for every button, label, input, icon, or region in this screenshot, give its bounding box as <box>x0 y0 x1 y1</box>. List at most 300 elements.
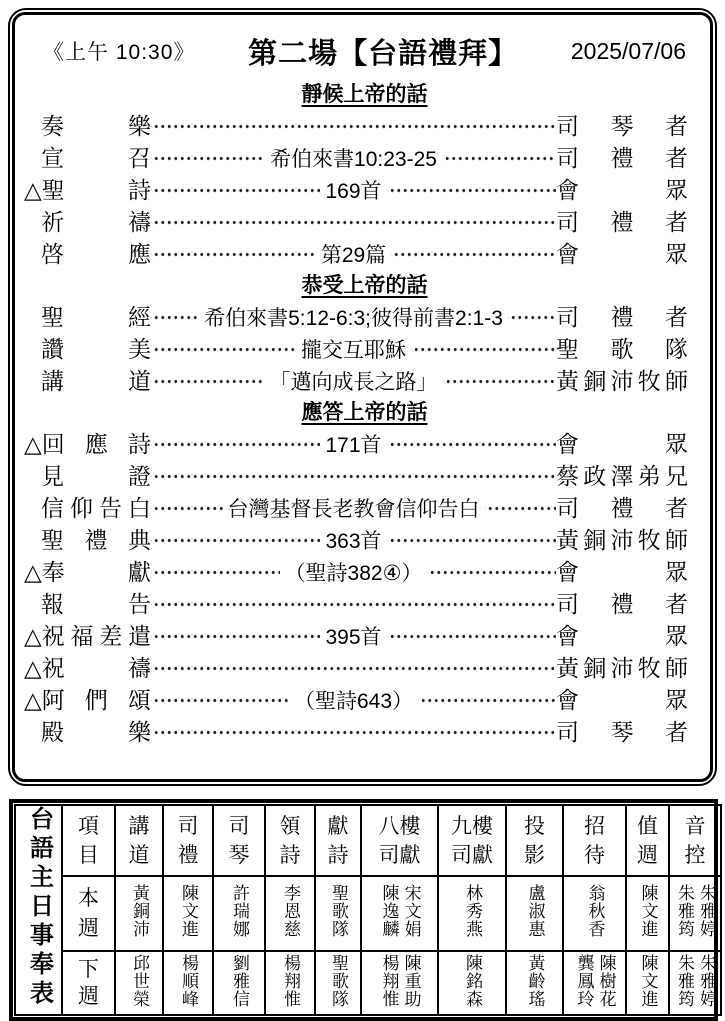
duty-name: 翁秋香 <box>585 884 605 939</box>
duty-name: 林秀燕 <box>463 884 483 939</box>
duty-name: 陳銘森 <box>463 953 483 1008</box>
item-label-char: 讚 <box>41 335 64 362</box>
dotted-leader <box>151 588 556 620</box>
item-assignee-char: 禮 <box>610 144 634 171</box>
duty-name: 聖歌隊 <box>329 884 349 939</box>
duty-name: 陳逸麟 <box>379 884 399 939</box>
item-assignee-char: 沛 <box>610 367 634 394</box>
item-assignee-char: 者 <box>665 208 688 235</box>
item-assignee-char: 弟 <box>637 462 661 489</box>
duty-cell <box>213 876 265 951</box>
duty-cell <box>626 876 669 951</box>
duty-cell <box>315 876 361 951</box>
item-detail: 希伯來書5:12-6:3;彼得前書2:1-3 <box>204 307 503 330</box>
item-label-char: 獻 <box>128 558 151 585</box>
header-line: 招 <box>584 814 605 838</box>
week-label <box>62 876 115 951</box>
week-label-text <box>63 954 114 1013</box>
duty-names <box>461 884 483 938</box>
item-assignee-char: 師 <box>665 654 688 681</box>
header-line: 司獻 <box>378 843 421 867</box>
duty-name: 邱世榮 <box>130 953 150 1008</box>
item-label-char: 典 <box>128 526 151 553</box>
item-assignee-char: 者 <box>665 494 688 521</box>
column-header <box>62 805 115 876</box>
item-label <box>41 112 151 139</box>
item-assignee-char: 會 <box>556 240 580 267</box>
dotted-leader <box>151 365 265 397</box>
duty-cell <box>361 951 438 1015</box>
item-assignee-char: 牧 <box>637 367 661 394</box>
program-row <box>24 652 688 684</box>
column-header-text <box>214 808 264 874</box>
column-header-text <box>439 808 505 874</box>
duty-names <box>279 884 301 938</box>
duty-names <box>177 884 199 938</box>
item-assignee-char: 司 <box>556 112 579 139</box>
item-assignee-char: 司 <box>556 144 579 171</box>
item-assignee-char: 會 <box>556 558 579 585</box>
item-detail: 395首 <box>325 626 382 649</box>
duty-grid <box>14 804 722 1016</box>
column-header <box>163 805 213 876</box>
program-frame <box>8 8 717 786</box>
duty-name: 聖歌隊 <box>329 953 349 1008</box>
item-assignee <box>556 367 688 394</box>
section-heading <box>41 79 688 110</box>
table-title: 台語主日事奉表 <box>25 806 53 1009</box>
item-assignee-char: 眾 <box>665 240 689 267</box>
header-line: 週 <box>637 843 658 867</box>
item-label-char: 禱 <box>128 654 151 681</box>
week-label-line: 下 <box>78 958 99 982</box>
dotted-leader <box>151 174 320 206</box>
item-label <box>24 686 151 713</box>
section-heading-text: 恭受上帝的話 <box>301 274 428 297</box>
item-detail: 363首 <box>325 530 382 553</box>
duty-cell <box>669 876 721 951</box>
dotted-leader <box>151 524 320 556</box>
item-assignee-char: 琴 <box>610 718 634 745</box>
program-row <box>24 174 689 206</box>
item-label <box>24 176 151 203</box>
item-label <box>41 526 151 553</box>
column-header-text <box>316 808 360 874</box>
duty-names <box>177 954 199 1008</box>
item-label-char: 詩 <box>128 176 151 203</box>
item-label-char: 應 <box>128 240 151 267</box>
program-row <box>41 333 688 365</box>
item-label-char: 禱 <box>128 208 151 235</box>
duty-name: 李恩慈 <box>281 884 301 939</box>
header-line: 八樓 <box>378 814 421 838</box>
column-header <box>438 805 506 876</box>
item-label-char: 美 <box>128 335 151 362</box>
item-label-char: 祈 <box>41 208 64 235</box>
column-header-text <box>116 808 162 874</box>
header-line: 司 <box>228 814 250 838</box>
item-assignee-char: 者 <box>665 718 688 745</box>
item-label-char: 應 <box>84 430 108 457</box>
dotted-leader <box>151 206 556 238</box>
program-row <box>41 206 688 238</box>
duty-name: 楊翔惟 <box>379 953 399 1008</box>
item-assignee-char: 師 <box>665 367 688 394</box>
dotted-leader <box>151 716 556 748</box>
dotted-leader <box>151 460 556 492</box>
item-label <box>41 303 151 330</box>
dotted-leader <box>443 365 557 397</box>
dotted-leader <box>387 524 556 556</box>
item-assignee <box>556 430 689 457</box>
duty-names <box>523 884 545 938</box>
duty-names <box>279 954 301 1008</box>
item-assignee-char: 師 <box>665 526 689 553</box>
item-label-char: 頌 <box>127 686 151 713</box>
item-assignee-char: 牧 <box>637 654 661 681</box>
item-label-char: △祝 <box>24 654 65 681</box>
duty-names <box>128 954 150 1008</box>
duty-table <box>9 799 718 1021</box>
dotted-leader <box>151 333 296 365</box>
column-header <box>265 805 315 876</box>
dotted-leader <box>151 238 316 270</box>
item-label-char: 殿 <box>41 718 64 745</box>
column-header <box>626 805 669 876</box>
header-line: 項 <box>78 814 99 838</box>
duty-name: 楊翔惟 <box>281 953 301 1008</box>
item-detail: 第29篇 <box>320 244 387 267</box>
header-line: 待 <box>584 843 605 867</box>
header-line: 影 <box>524 843 545 867</box>
header-line: 講 <box>128 814 150 838</box>
dotted-leader <box>387 620 556 652</box>
duty-names <box>461 954 483 1008</box>
duty-names <box>636 954 658 1008</box>
duty-row <box>15 951 721 1015</box>
duty-name: 劉雅信 <box>230 953 250 1008</box>
duty-names <box>523 954 545 1008</box>
item-assignee-char: 司 <box>556 590 579 617</box>
week-label <box>62 951 115 1015</box>
dotted-leader <box>442 142 556 174</box>
column-header <box>506 805 563 876</box>
duty-name: 陳文進 <box>638 884 658 939</box>
duty-name: 陳樹花 <box>596 953 616 1008</box>
duty-cell <box>213 951 265 1015</box>
item-detail: 169首 <box>325 180 382 203</box>
duty-name: 朱雅筠 <box>675 884 694 939</box>
header-line: 詩 <box>279 843 301 867</box>
program-row <box>41 492 688 524</box>
item-label-char: 報 <box>41 590 64 617</box>
duty-cell <box>115 951 163 1015</box>
duty-name: 陳文進 <box>638 953 658 1008</box>
program-row <box>24 684 689 716</box>
item-assignee-char: 銅 <box>583 367 607 394</box>
item-assignee-char: 司 <box>556 718 579 745</box>
item-label-char: 道 <box>128 367 151 394</box>
program-row <box>24 556 688 588</box>
duty-cell <box>563 876 626 951</box>
item-label <box>24 654 151 681</box>
item-assignee <box>556 718 688 745</box>
item-label-char: △阿 <box>24 686 65 713</box>
item-assignee-char: 會 <box>556 176 580 203</box>
item-assignee <box>556 303 689 330</box>
service-time: 《上午 10:30》 <box>43 41 196 64</box>
page-title: 第二場【台語禮拜】 <box>248 37 519 70</box>
item-label-char: 奏 <box>41 112 64 139</box>
program-row <box>41 460 688 492</box>
item-assignee <box>556 462 688 489</box>
column-header-text <box>564 808 625 874</box>
duty-cell <box>361 876 438 951</box>
item-label <box>41 144 151 171</box>
section-heading <box>41 270 688 301</box>
item-assignee <box>556 240 689 267</box>
item-label-char: 差 <box>99 622 123 649</box>
item-label <box>24 622 151 649</box>
dotted-leader <box>391 238 556 270</box>
program-row <box>41 238 688 270</box>
item-label <box>41 494 151 521</box>
column-header <box>361 805 438 876</box>
duty-names <box>377 954 421 1008</box>
item-assignee <box>556 622 689 649</box>
item-assignee-char: 司 <box>556 208 579 235</box>
item-label-char: 召 <box>128 144 151 171</box>
item-assignee-char: 銅 <box>583 526 607 553</box>
item-assignee-char: 禮 <box>610 590 634 617</box>
dotted-leader <box>151 110 556 142</box>
dotted-leader <box>427 556 556 588</box>
item-label <box>41 367 151 394</box>
item-label-char: 福 <box>70 622 94 649</box>
item-label-char: 禮 <box>84 526 108 553</box>
item-label-char: 詩 <box>127 430 151 457</box>
item-assignee-char: 沛 <box>610 654 634 681</box>
item-detail: 希伯來書10:23-25 <box>270 148 437 171</box>
header-line: 禮 <box>177 843 199 867</box>
duty-names <box>228 884 250 938</box>
duty-cell <box>626 951 669 1015</box>
header-line: 目 <box>78 843 99 867</box>
duty-name: 陳文進 <box>179 884 199 939</box>
item-detail: 171首 <box>325 434 382 457</box>
duty-names <box>583 884 605 938</box>
duty-names <box>636 884 658 938</box>
duty-name: 宋文娟 <box>401 884 421 939</box>
item-label <box>41 208 151 235</box>
item-assignee-char: 會 <box>556 622 580 649</box>
duty-names <box>673 884 717 938</box>
section-heading <box>41 397 688 428</box>
item-label-char: 樂 <box>128 718 151 745</box>
header-line: 道 <box>128 843 150 867</box>
item-label <box>41 462 151 489</box>
item-label-char: 們 <box>84 686 108 713</box>
column-header <box>563 805 626 876</box>
item-assignee <box>556 526 689 553</box>
duty-cell <box>163 951 213 1015</box>
item-label-char: △聖 <box>24 176 65 203</box>
column-header <box>115 805 163 876</box>
column-header <box>213 805 265 876</box>
dotted-leader <box>151 492 223 524</box>
item-label-char: △回 <box>24 430 65 457</box>
column-header-text <box>266 808 314 874</box>
item-assignee <box>556 590 688 617</box>
header-line: 司獻 <box>451 843 493 867</box>
header-line: 投 <box>524 814 545 838</box>
item-label-char: 啓 <box>41 240 64 267</box>
duty-names <box>128 884 150 938</box>
duty-cell <box>115 876 163 951</box>
item-assignee-char: 眾 <box>665 558 688 585</box>
duty-cell <box>265 876 315 951</box>
duty-name: 朱雅婷 <box>697 884 717 939</box>
item-assignee-char: 會 <box>556 430 580 457</box>
dotted-leader <box>151 142 265 174</box>
program-row <box>41 716 688 748</box>
duty-name: 朱雅婷 <box>697 953 717 1008</box>
item-label <box>41 590 151 617</box>
item-label-char: 告 <box>99 494 122 521</box>
item-assignee <box>556 176 689 203</box>
item-assignee-char: 眾 <box>665 686 689 713</box>
program-row <box>41 365 688 397</box>
duty-cell <box>315 951 361 1015</box>
program-list <box>24 79 689 748</box>
item-label-char: 白 <box>128 494 151 521</box>
item-label-char: 聖 <box>41 303 64 330</box>
duty-name: 龔鳳玲 <box>574 953 594 1008</box>
duty-cell <box>506 951 563 1015</box>
dotted-leader <box>151 652 556 684</box>
dotted-leader <box>151 301 199 333</box>
item-assignee <box>556 494 688 521</box>
duty-name: 朱雅筠 <box>675 953 694 1008</box>
item-assignee <box>556 144 688 171</box>
item-assignee <box>556 208 688 235</box>
dotted-leader <box>485 492 557 524</box>
item-assignee-char: 歌 <box>610 335 634 362</box>
header-line: 控 <box>684 843 706 867</box>
column-header <box>315 805 361 876</box>
week-label-text <box>63 879 114 949</box>
column-header-text <box>670 808 720 874</box>
week-label-line: 本 <box>78 886 99 910</box>
duty-name: 黃齡瑤 <box>525 953 545 1008</box>
header-line: 司 <box>177 814 199 838</box>
item-label-char: 仰 <box>70 494 93 521</box>
item-assignee-char: 者 <box>665 590 688 617</box>
column-header-text <box>507 808 562 874</box>
item-assignee-char: 禮 <box>610 208 634 235</box>
item-label-char: 講 <box>41 367 64 394</box>
item-assignee-char: 沛 <box>610 526 634 553</box>
duty-names <box>228 954 250 1008</box>
program-row <box>41 588 688 620</box>
duty-name: 許瑞娜 <box>230 884 250 939</box>
item-assignee-char: 禮 <box>610 494 634 521</box>
header-line: 領 <box>279 814 301 838</box>
duty-name: 盧淑惠 <box>525 884 545 939</box>
duty-cell <box>163 876 213 951</box>
item-assignee-char: 銅 <box>583 654 607 681</box>
item-label-char: △祝 <box>24 622 65 649</box>
week-label-line: 週 <box>78 984 99 1008</box>
dotted-leader <box>151 684 289 716</box>
program-row <box>24 620 689 652</box>
duty-cell <box>669 951 721 1015</box>
duty-names <box>377 884 421 938</box>
item-label-char: 聖 <box>41 526 64 553</box>
item-label-char: 經 <box>128 303 151 330</box>
item-label-char: 宣 <box>41 144 64 171</box>
item-assignee-char: 眾 <box>665 430 689 457</box>
program-row <box>41 110 688 142</box>
duty-cell <box>438 951 506 1015</box>
item-assignee-char: 會 <box>556 686 580 713</box>
dotted-leader <box>411 333 556 365</box>
item-assignee-char: 澤 <box>610 462 634 489</box>
item-assignee <box>556 335 688 362</box>
dotted-leader <box>387 428 556 460</box>
item-assignee-char: 兄 <box>665 462 688 489</box>
dotted-leader <box>418 684 556 716</box>
service-date: 2025/07/06 <box>570 37 686 64</box>
item-detail: 攏交互耶穌 <box>301 339 406 362</box>
item-label <box>24 558 151 585</box>
duty-names <box>572 954 616 1008</box>
item-assignee-char: 牧 <box>637 526 661 553</box>
bulletin-header <box>43 25 686 77</box>
item-detail: 「邁向成長之路」 <box>269 371 438 394</box>
program-row <box>41 524 688 556</box>
dotted-leader <box>151 620 320 652</box>
duty-name: 陳重助 <box>401 953 421 1008</box>
item-label <box>41 240 151 267</box>
item-detail: 台灣基督長老教會信仰告白 <box>227 498 480 521</box>
item-label-char: △奉 <box>24 558 65 585</box>
duty-name: 楊順峰 <box>179 953 199 1008</box>
header-line: 獻 <box>327 814 349 838</box>
duty-cell <box>265 951 315 1015</box>
column-header-text <box>63 808 114 874</box>
column-header-text <box>164 808 212 874</box>
duty-header-row <box>15 805 721 876</box>
item-label-char: 遣 <box>128 622 151 649</box>
section-heading-text: 靜候上帝的話 <box>301 83 428 106</box>
duty-cell <box>506 876 563 951</box>
column-header-text <box>627 808 668 874</box>
program-row <box>41 142 688 174</box>
item-label-char: 告 <box>128 590 151 617</box>
section-heading-text: 應答上帝的話 <box>301 401 428 424</box>
header-line: 九樓 <box>451 814 493 838</box>
program-row <box>41 301 688 333</box>
item-label <box>41 335 151 362</box>
item-label-char: 樂 <box>128 112 151 139</box>
item-label-char: 證 <box>128 462 151 489</box>
item-assignee <box>556 686 689 713</box>
duty-names <box>673 954 717 1008</box>
item-assignee-char: 隊 <box>665 335 688 362</box>
week-label-line: 週 <box>78 917 99 941</box>
item-detail: （聖詩382④） <box>284 562 423 585</box>
